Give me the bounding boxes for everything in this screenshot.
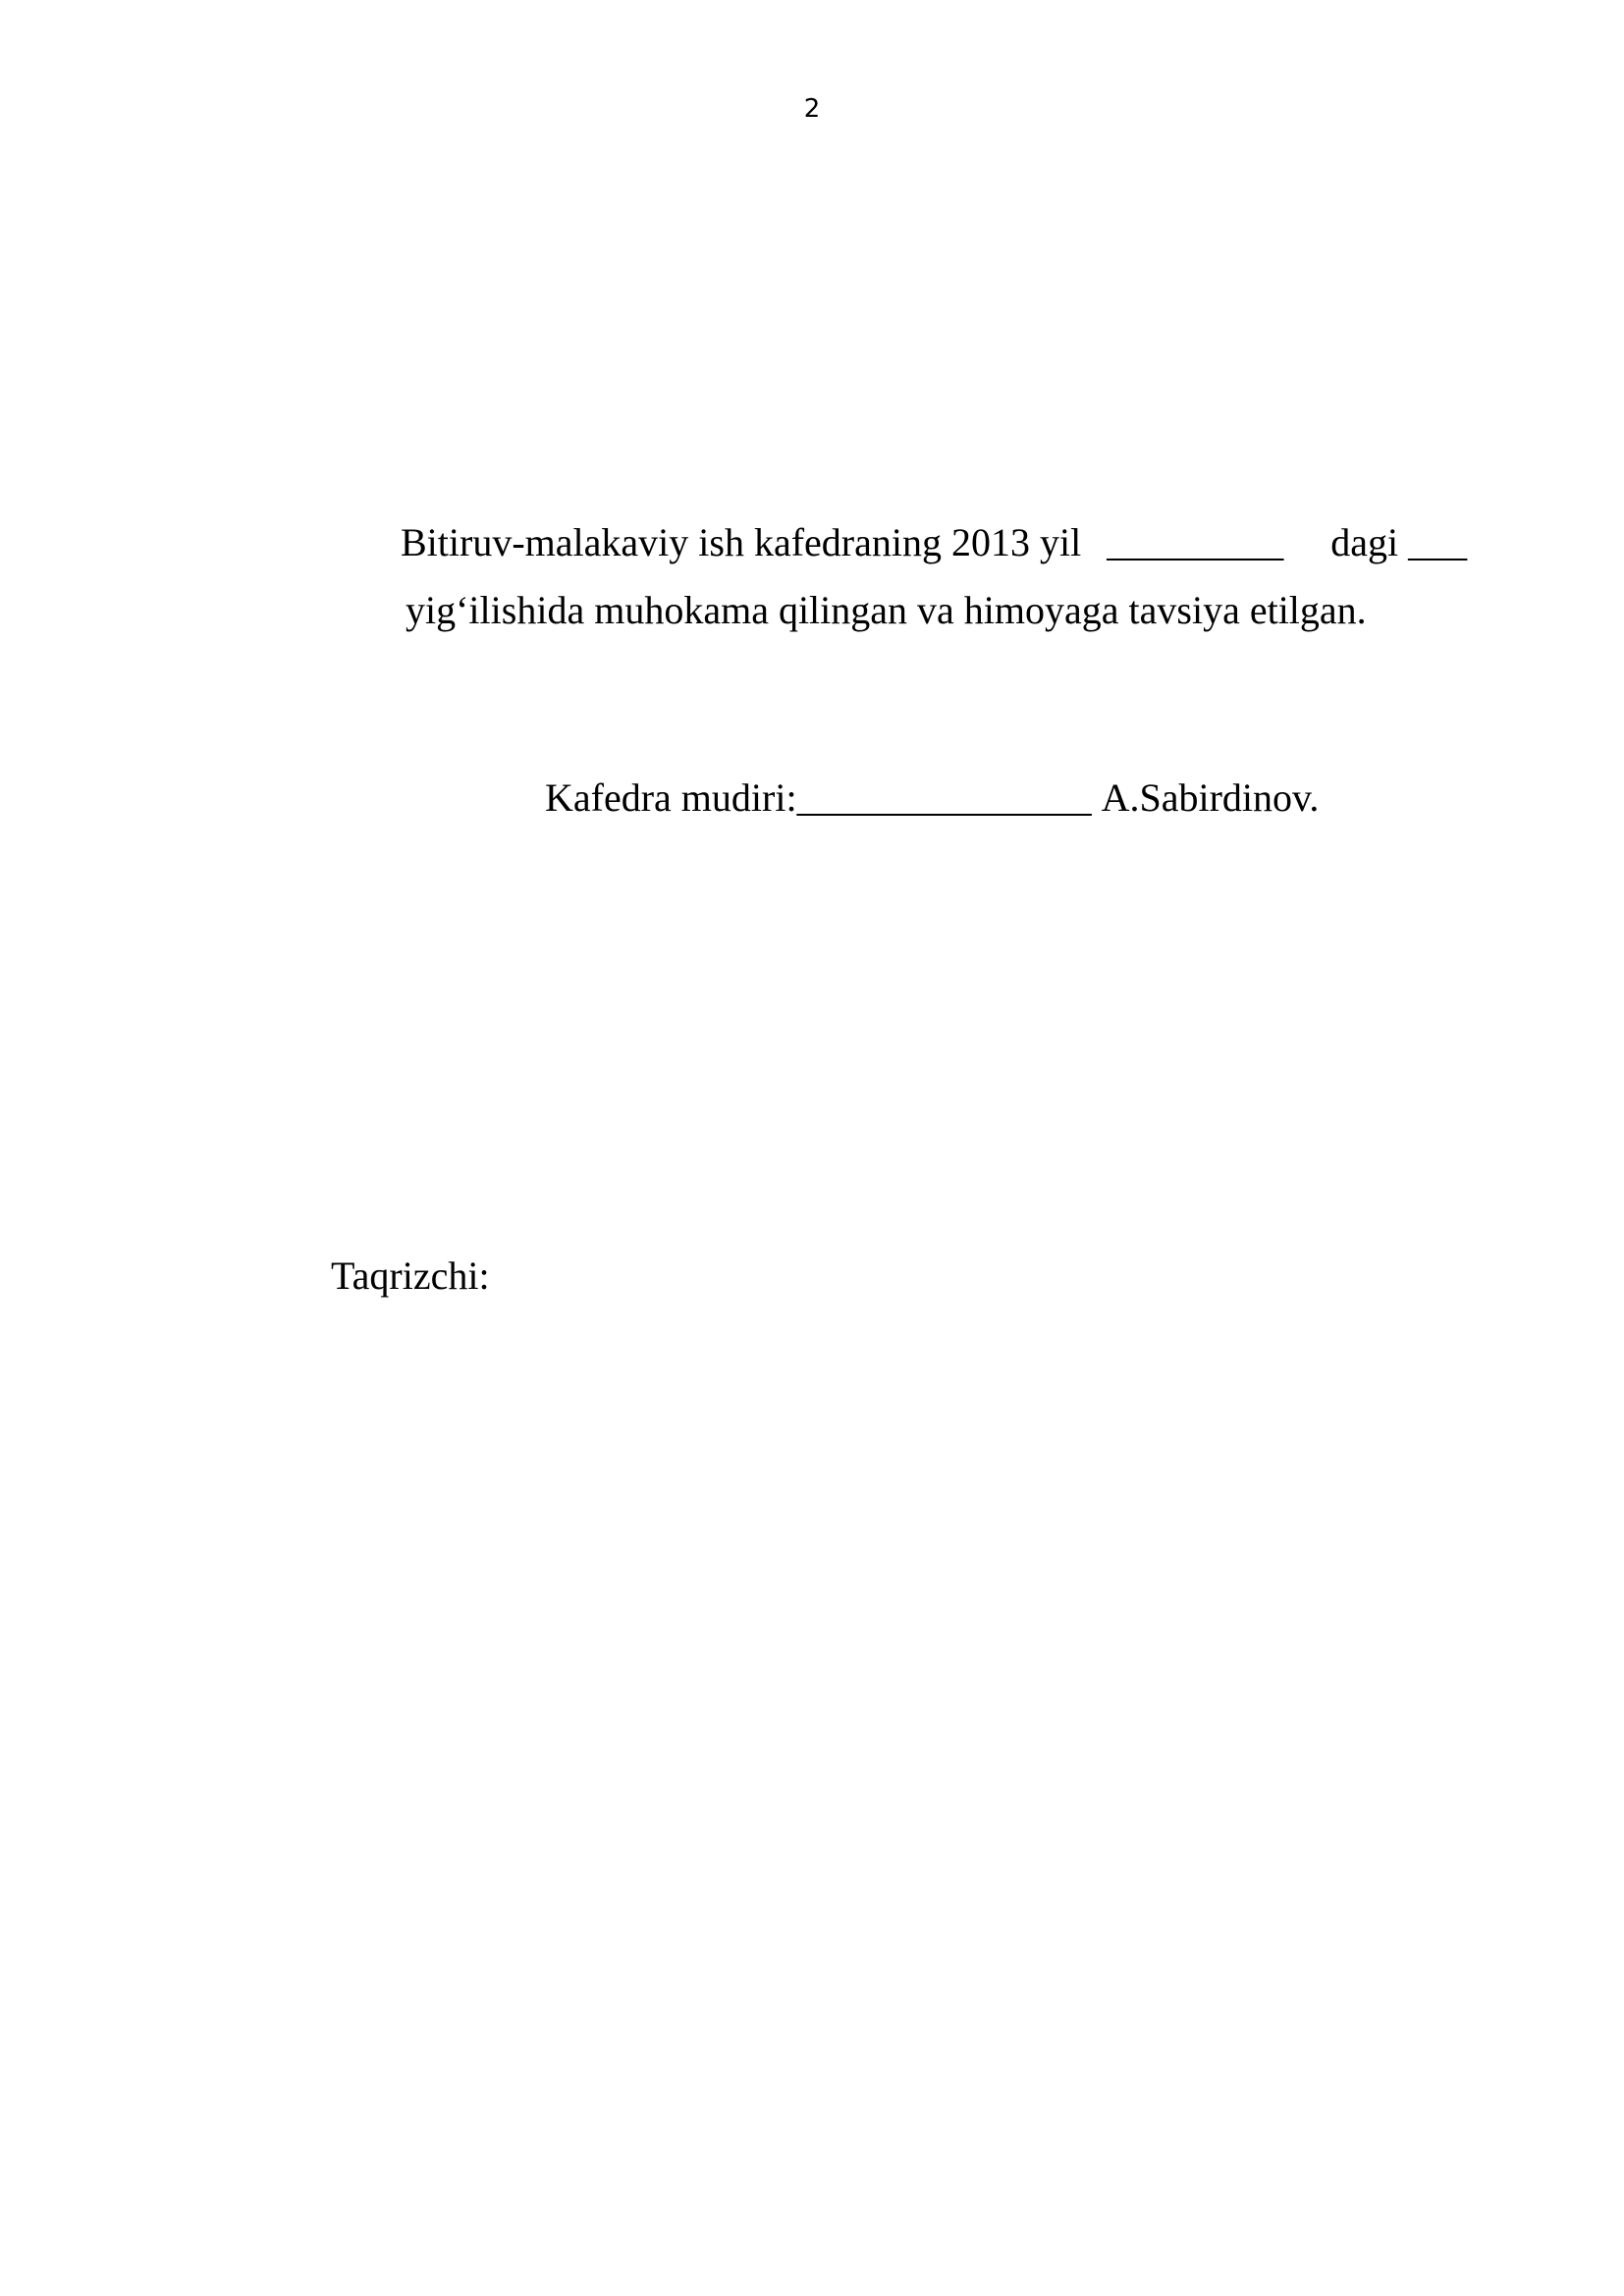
date-blank: _________	[1107, 520, 1284, 564]
dagi-suffix: dagi	[1330, 520, 1399, 564]
meeting-number-blank: ___	[1408, 520, 1468, 564]
signature-blank: _______________	[796, 775, 1092, 820]
approval-text: Bitiruv-malakaviy ish kafedraning 2013 yil	[401, 520, 1082, 564]
head-name: A.Sabirdinov.	[1101, 775, 1320, 820]
reviewer-label: Taqrizchi:	[331, 1254, 490, 1298]
head-of-department-line	[545, 775, 1320, 820]
approval-line-2: yig‘ilishida muhokama qilingan va himoyaga tavsiya etilgan.	[406, 588, 1367, 632]
approval-line-1	[401, 520, 1468, 564]
head-label: Kafedra mudiri:	[545, 775, 797, 820]
page-number: 2	[803, 94, 821, 124]
